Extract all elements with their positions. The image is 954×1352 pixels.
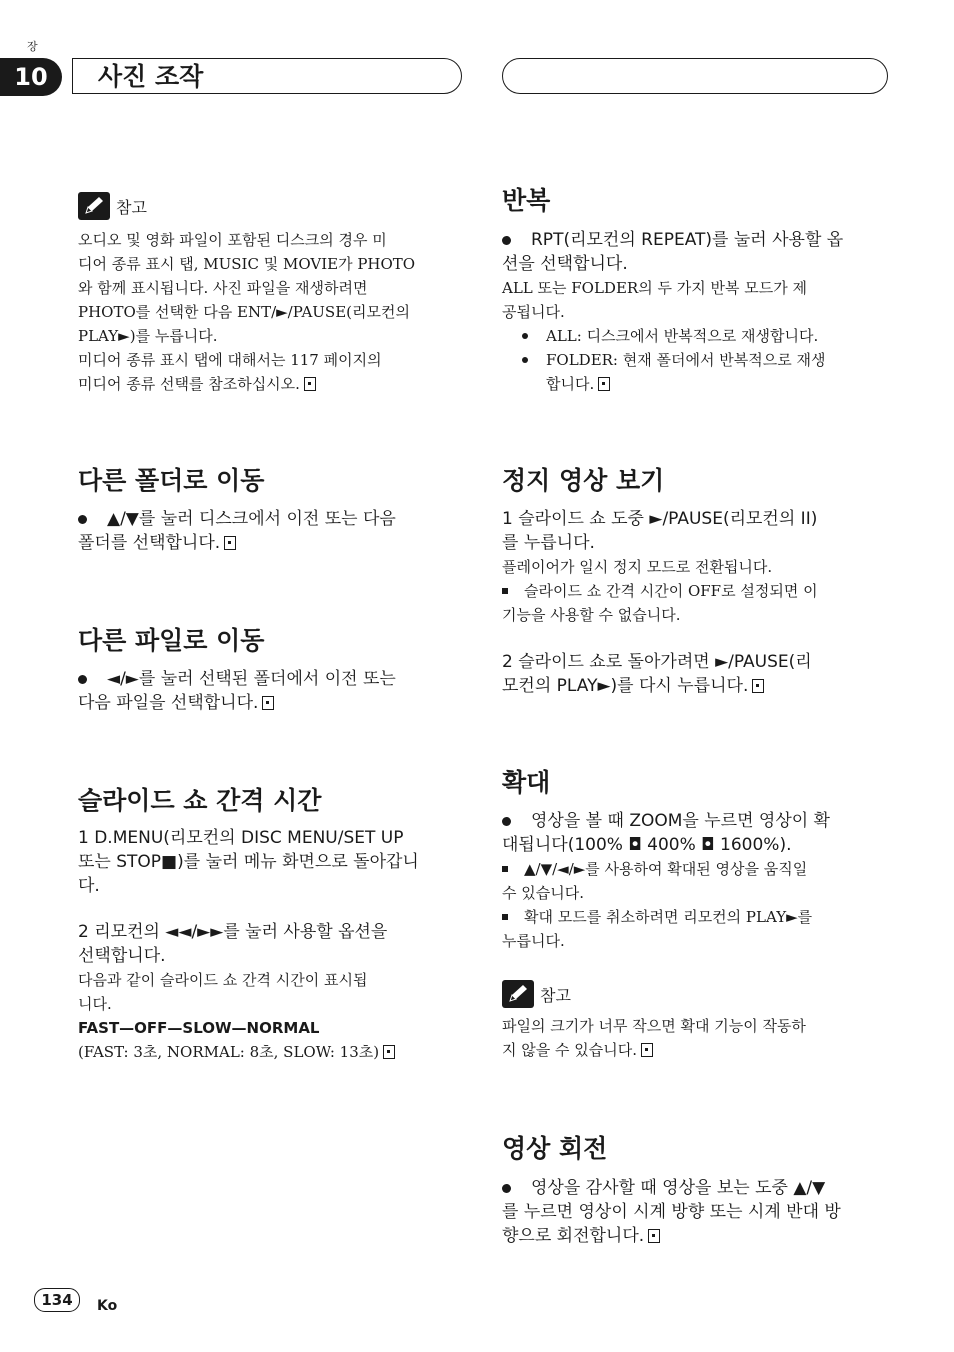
section-title-folder: 다른 폴더로 이동 — [78, 466, 265, 495]
note-label: 참고 — [116, 197, 147, 217]
still-step-2: 2 슬라이드 쇼로 돌아가려면 ►/PAUSE(리 모컨의 PLAY►)를 다시 누릅니다. — [502, 652, 812, 696]
zoom-note-1-cont: 수 있습니다. — [502, 884, 584, 902]
zoom-note-1: ▲/▼/◄/►를 사용하여 확대된 영상을 움직일 — [502, 857, 887, 881]
rotate-bullet: 영상을 감사할 때 영상을 보는 도중 ▲/▼ — [502, 1176, 892, 1200]
section-title-rotate: 영상 회전 — [502, 1134, 608, 1163]
end-mark-icon — [752, 679, 764, 693]
repeat-bullet: RPT(리모컨의 REPEAT)를 눌러 사용할 옵 — [502, 228, 887, 252]
repeat-description: ALL 또는 FOLDER의 두 가지 반복 모드가 제 공됩니다. — [502, 279, 807, 321]
page-number: 134 — [34, 1288, 80, 1312]
slide-timing: (FAST: 3초, NORMAL: 8초, SLOW: 13초) — [78, 1040, 395, 1064]
bullet-icon — [78, 675, 87, 684]
file-bullet-cont: 다음 파일을 선택합니다. — [78, 691, 274, 715]
end-mark-icon — [224, 536, 236, 550]
repeat-bullet-cont: 션을 선택합니다. — [502, 254, 628, 274]
zoom-note-2-cont: 누릅니다. — [502, 932, 565, 950]
section-title-zoom: 확대 — [502, 768, 551, 797]
section-title-still: 정지 영상 보기 — [502, 466, 665, 495]
still-note: 슬라이드 쇼 간격 시간이 OFF로 설정되면 이 — [502, 579, 887, 603]
note-text: 파일의 크기가 너무 작으면 확대 기능이 작동하 지 않을 수 있습니다. — [502, 1017, 806, 1059]
slide-options: FAST—OFF—SLOW—NORMAL — [78, 1019, 320, 1037]
file-bullet: ◄/►를 눌러 선택된 폴더에서 이전 또는 — [78, 667, 458, 691]
language-code: Ko — [97, 1298, 118, 1314]
note-block-1 — [78, 192, 458, 396]
rotate-bullet-cont: 를 누르면 영상이 시계 방향 또는 시계 반대 방 향으로 회전합니다. — [502, 1202, 841, 1246]
section-title-file: 다른 파일로 이동 — [78, 626, 265, 655]
zoom-note-2: 확대 모드를 취소하려면 리모컨의 PLAY►를 — [502, 905, 887, 929]
bullet-icon — [522, 333, 528, 339]
bullet-icon — [502, 236, 511, 245]
slide-description: 다음과 같이 슬라이드 쇼 간격 시간이 표시됩 니다. — [78, 971, 368, 1013]
still-note-cont: 기능을 사용할 수 없습니다. — [502, 606, 681, 624]
slide-step-2: 2 리모컨의 ◄◄/►►를 눌러 사용할 옵션을 선택합니다. — [78, 922, 388, 966]
square-bullet-icon — [502, 588, 508, 594]
section-title-repeat: 반복 — [502, 186, 551, 215]
chapter-title: 사진 조작 — [98, 62, 204, 91]
slide-step-1: 1 D.MENU(리모컨의 DISC MENU/SET UP 또는 STOP■)를 눌러 메뉴 화면으로 돌아갑니 다. — [78, 828, 419, 896]
end-mark-icon — [383, 1045, 395, 1059]
zoom-bullet-cont: 대됩니다(100% ◘ 400% ◘ 1600%). — [502, 835, 792, 855]
header-right-frame — [502, 58, 888, 94]
square-bullet-icon — [502, 914, 508, 920]
folder-bullet: ▲/▼를 눌러 디스크에서 이전 또는 다음 — [78, 507, 458, 531]
chapter-word: 장 — [27, 40, 38, 53]
still-description: 플레이어가 일시 정지 모드로 전환됩니다. — [502, 558, 773, 576]
still-step-1: 1 슬라이드 쇼 도중 ►/PAUSE(리모컨의 II) 를 누릅니다. — [502, 509, 818, 553]
section-title-slide-interval: 슬라이드 쇼 간격 시간 — [78, 786, 322, 815]
square-bullet-icon — [502, 866, 508, 872]
zoom-bullet: 영상을 볼 때 ZOOM을 누르면 영상이 확 — [502, 809, 887, 833]
bullet-icon — [502, 1184, 511, 1193]
end-mark-icon — [262, 696, 274, 710]
folder-bullet-cont: 폴더를 선택합니다. — [78, 531, 236, 555]
note-label: 참고 — [540, 985, 571, 1005]
end-mark-icon — [641, 1043, 653, 1057]
bullet-icon — [522, 357, 528, 363]
repeat-item-all: ALL: 디스크에서 반복적으로 재생합니다. — [522, 324, 887, 348]
pencil-note-icon — [502, 980, 534, 1008]
end-mark-icon — [304, 377, 316, 391]
pencil-note-icon — [78, 192, 110, 220]
bullet-icon — [502, 817, 511, 826]
end-mark-icon — [598, 377, 610, 391]
bullet-icon — [78, 515, 87, 524]
note-text: 오디오 및 영화 파일이 포함된 디스크의 경우 미 디어 종류 표시 탭, MUSIC 및 MOVIE가 PHOTO 와 함께 표시됩니다. 사진 파일을 재생하려면 PHOTO를 선택한 다음 ENT/►/PAUSE(리모컨의 PLAY►)를 누릅니다. 미디어 종류 표시 탭에 대해서는 117 페이지의 미디어 종류 선택를 참조하십시오. — [78, 231, 416, 393]
chapter-number: 10 — [0, 58, 62, 96]
note-block-2 — [502, 980, 887, 1062]
repeat-item-folder: FOLDER: 현재 폴더에서 반복적으로 재생 합니다. — [522, 348, 887, 396]
end-mark-icon — [648, 1229, 660, 1243]
